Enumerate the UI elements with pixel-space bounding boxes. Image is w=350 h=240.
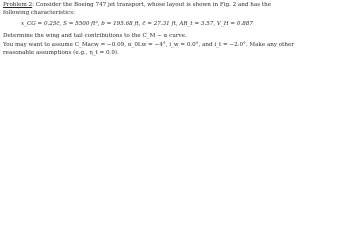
problem-document bbox=[0, 0, 350, 95]
problem-intro-line-1 bbox=[3, 2, 347, 10]
task-statement: Determine the wing and tail contributions to the C_M − α curve. bbox=[3, 32, 187, 39]
aircraft-characteristics: x_CG = 0.25c̄, S = 5500 ft², b = 195.68 ft, c̄ = 27.31 ft, AR_t = 3.57, V_H = 0.887 bbox=[21, 21, 253, 28]
problem-intro-text-1: : Consider the Boeing 747 jet transport, whose layout is shown in Fig. 2 and has the bbox=[32, 2, 272, 8]
assumptions-line-2: reasonable assumptions (e.g., η_t = 0.9). bbox=[3, 49, 119, 56]
problem-intro-line-2: following characteristics: bbox=[3, 9, 75, 16]
problem-label: Problem 2 bbox=[3, 2, 33, 8]
assumptions-line-1: You may want to assume C_Macw = −0.09, α_0Lw = −4°, i_w = 0.0°, and i_t = −2.0°. Make any other bbox=[3, 42, 295, 49]
